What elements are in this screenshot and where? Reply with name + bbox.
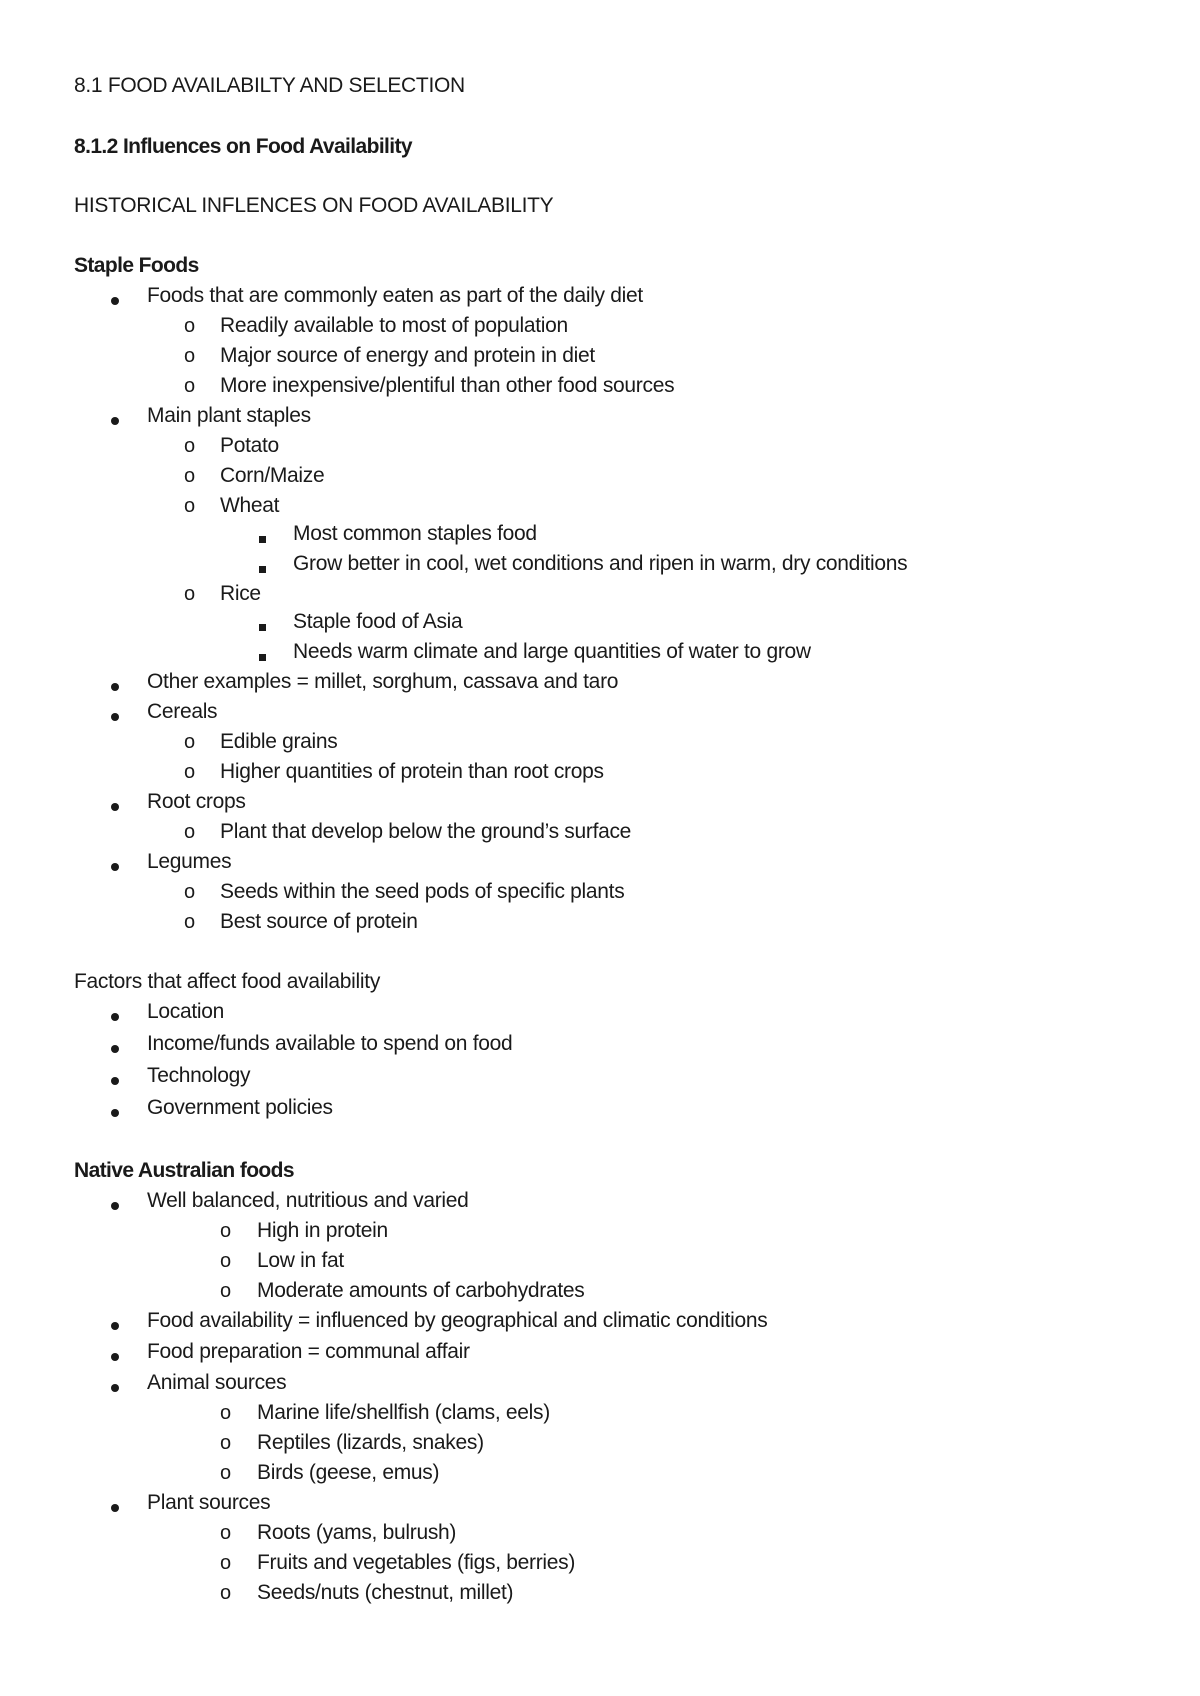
bullet-marker	[111, 791, 119, 819]
list-item: Readily available to most of population	[220, 314, 568, 337]
bullet-marker	[111, 671, 119, 699]
bullet-marker	[111, 1341, 119, 1369]
native-foods-heading: Native Australian foods	[74, 1159, 294, 1182]
sub-bullet-marker: o	[220, 1220, 231, 1242]
historical-heading: HISTORICAL INFLENCES ON FOOD AVAILABILITY	[74, 194, 554, 217]
list-item: Animal sources	[147, 1371, 287, 1394]
square-bullet-marker	[259, 523, 266, 551]
sub-bullet-marker: o	[184, 881, 195, 903]
list-item: Food preparation = communal affair	[147, 1340, 470, 1363]
bullet-marker	[111, 1097, 119, 1125]
sub-bullet-marker: o	[184, 315, 195, 337]
bullet-marker	[111, 1033, 119, 1061]
square-bullet-marker	[259, 611, 266, 639]
list-item: Foods that are commonly eaten as part of the daily diet	[147, 284, 643, 307]
list-item: Corn/Maize	[220, 464, 325, 487]
list-item: Grow better in cool, wet conditions and ripen in warm, dry conditions	[293, 552, 908, 575]
staple-foods-heading: Staple Foods	[74, 254, 199, 277]
list-item: More inexpensive/plentiful than other food sources	[220, 374, 675, 397]
sub-bullet-marker: o	[220, 1402, 231, 1424]
list-item: Marine life/shellfish (clams, eels)	[257, 1401, 550, 1424]
sub-bullet-marker: o	[184, 435, 195, 457]
list-item: Plant sources	[147, 1491, 271, 1514]
sub-bullet-marker: o	[184, 731, 195, 753]
square-bullet-marker	[259, 641, 266, 669]
sub-bullet-marker: o	[220, 1552, 231, 1574]
sub-bullet-marker: o	[184, 345, 195, 367]
list-item: Seeds/nuts (chestnut, millet)	[257, 1581, 514, 1604]
list-item: Legumes	[147, 850, 232, 873]
sub-bullet-marker: o	[184, 911, 195, 933]
bullet-marker	[111, 701, 119, 729]
list-item: Main plant staples	[147, 404, 311, 427]
document-title: 8.1 FOOD AVAILABILTY AND SELECTION	[74, 74, 465, 97]
list-item: Government policies	[147, 1096, 333, 1119]
bullet-marker	[111, 405, 119, 433]
square-bullet-marker	[259, 553, 266, 581]
bullet-marker	[111, 1492, 119, 1520]
list-item: Reptiles (lizards, snakes)	[257, 1431, 484, 1454]
list-item: Rice	[220, 582, 261, 605]
sub-bullet-marker: o	[220, 1462, 231, 1484]
sub-bullet-marker: o	[220, 1432, 231, 1454]
bullet-marker	[111, 1001, 119, 1029]
list-item: Seeds within the seed pods of specific plants	[220, 880, 625, 903]
sub-bullet-marker: o	[184, 761, 195, 783]
list-item: Cereals	[147, 700, 218, 723]
list-item: Root crops	[147, 790, 246, 813]
bullet-marker	[111, 1310, 119, 1338]
list-item: Low in fat	[257, 1249, 344, 1272]
list-item: Needs warm climate and large quantities of water to grow	[293, 640, 811, 663]
sub-bullet-marker: o	[184, 465, 195, 487]
list-item: Potato	[220, 434, 279, 457]
list-item: Birds (geese, emus)	[257, 1461, 440, 1484]
sub-bullet-marker: o	[184, 583, 195, 605]
list-item: Best source of protein	[220, 910, 418, 933]
sub-bullet-marker: o	[184, 821, 195, 843]
list-item: Higher quantities of protein than root crops	[220, 760, 604, 783]
list-item: Wheat	[220, 494, 280, 517]
sub-bullet-marker: o	[220, 1280, 231, 1302]
sub-bullet-marker: o	[184, 375, 195, 397]
list-item: Moderate amounts of carbohydrates	[257, 1279, 585, 1302]
list-item: High in protein	[257, 1219, 388, 1242]
factors-heading: Factors that affect food availability	[74, 970, 381, 993]
bullet-marker	[111, 1372, 119, 1400]
list-item: Food availability = influenced by geographical and climatic conditions	[147, 1309, 768, 1332]
section-subheading: 8.1.2 Influences on Food Availability	[74, 135, 412, 158]
list-item: Income/funds available to spend on food	[147, 1032, 513, 1055]
list-item: Most common staples food	[293, 522, 537, 545]
list-item: Well balanced, nutritious and varied	[147, 1189, 469, 1212]
sub-bullet-marker: o	[220, 1250, 231, 1272]
list-item: Other examples = millet, sorghum, cassava and taro	[147, 670, 619, 693]
sub-bullet-marker: o	[184, 495, 195, 517]
bullet-marker	[111, 285, 119, 313]
list-item: Edible grains	[220, 730, 338, 753]
list-item: Technology	[147, 1064, 251, 1087]
list-item: Roots (yams, bulrush)	[257, 1521, 457, 1544]
bullet-marker	[111, 1190, 119, 1218]
list-item: Location	[147, 1000, 224, 1023]
bullet-marker	[111, 1065, 119, 1093]
list-item: Plant that develop below the ground’s surface	[220, 820, 632, 843]
list-item: Staple food of Asia	[293, 610, 463, 633]
list-item: Major source of energy and protein in diet	[220, 344, 595, 367]
bullet-marker	[111, 851, 119, 879]
sub-bullet-marker: o	[220, 1522, 231, 1544]
sub-bullet-marker: o	[220, 1582, 231, 1604]
list-item: Fruits and vegetables (figs, berries)	[257, 1551, 576, 1574]
